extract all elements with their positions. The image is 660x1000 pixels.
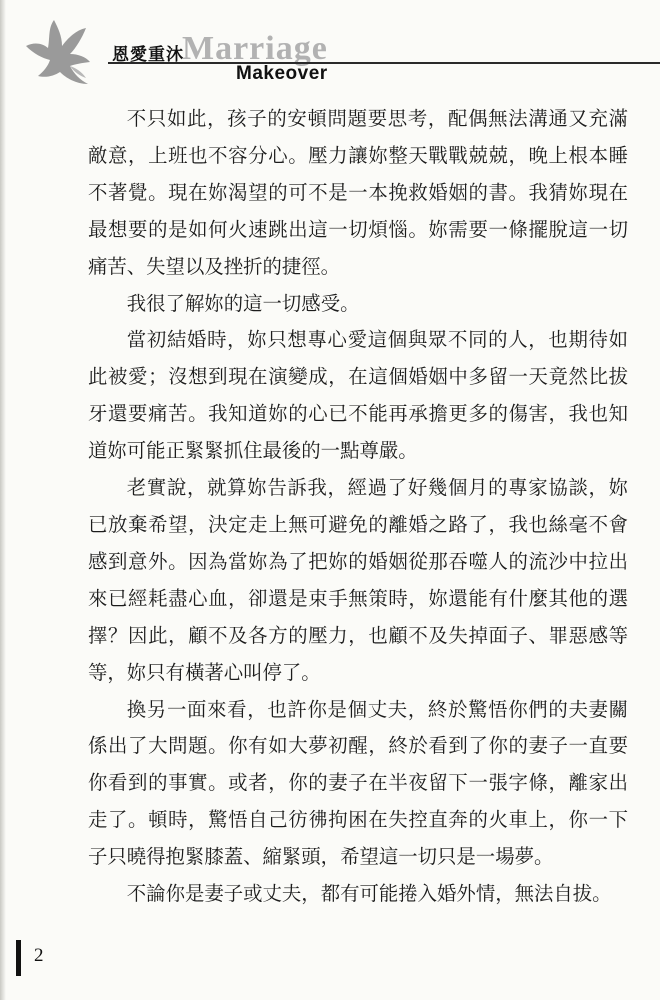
dove-icon <box>24 16 100 92</box>
header-rule <box>108 62 660 64</box>
header-english-title-watermark: Marriage <box>182 30 328 67</box>
body-text <box>88 101 628 913</box>
page-marker-bar <box>16 940 21 976</box>
page-edge-shadow <box>0 0 6 1000</box>
paragraph: 換另一面來看，也許你是個丈夫，終於驚悟你們的夫妻關係出了大問題。你有如大夢初醒，終於看到了你的妻子一直要你看到的事實。或者，你的妻子在半夜留下一張字條，離家出走了。頓時，驚悟自己彷彿拘困在失控直奔的火車上，你一下子只曉得抱緊膝蓋、縮緊頭，希望這一切只是一場夢。 <box>88 697 628 869</box>
page-number: 2 <box>34 945 44 966</box>
header-chinese-title: 恩愛重沐 <box>112 45 184 65</box>
paragraph: 不論你是妻子或丈夫，都有可能捲入婚外情，無法自拔。 <box>126 882 612 906</box>
paragraph: 不只如此，孩子的安頓問題要思考，配偶無法溝通又充滿敵意，上班也不容分心。壓力讓妳整天戰戰兢兢，晚上根本睡不著覺。現在妳渴望的可不是一本挽救婚姻的書。我猜妳現在最想要的是如何火速跳出這一切煩惱。妳需要一條擺脫這一切痛苦、失望以及挫折的捷徑。 <box>88 107 628 278</box>
running-header <box>0 0 660 100</box>
paragraph: 我很了解妳的這一切感受。 <box>126 291 360 315</box>
header-english-subtitle: Makeover <box>236 63 328 84</box>
paragraph: 當初結婚時，妳只想專心愛這個與眾不同的人，也期待如此被愛；沒想到現在演變成，在這個婚姻中多留一天竟然比拔牙還要痛苦。我知道妳的心已不能再承擔更多的傷害，我也知道妳可能正緊緊抓住最後的一點尊嚴。 <box>88 328 628 463</box>
paragraph: 老實說，就算妳告訴我，經過了好幾個月的專家協談，妳已放棄希望，決定走上無可避免的離婚之路了，我也絲毫不會感到意外。因為當妳為了把妳的婚姻從那吞噬人的流沙中拉出來已經耗盡心血，卻還是束手無策時，妳還能有什麼其他的選擇？因此，顧不及各方的壓力，也顧不及失掉面子、罪惡感等等，妳只有橫著心叫停了。 <box>88 476 628 684</box>
